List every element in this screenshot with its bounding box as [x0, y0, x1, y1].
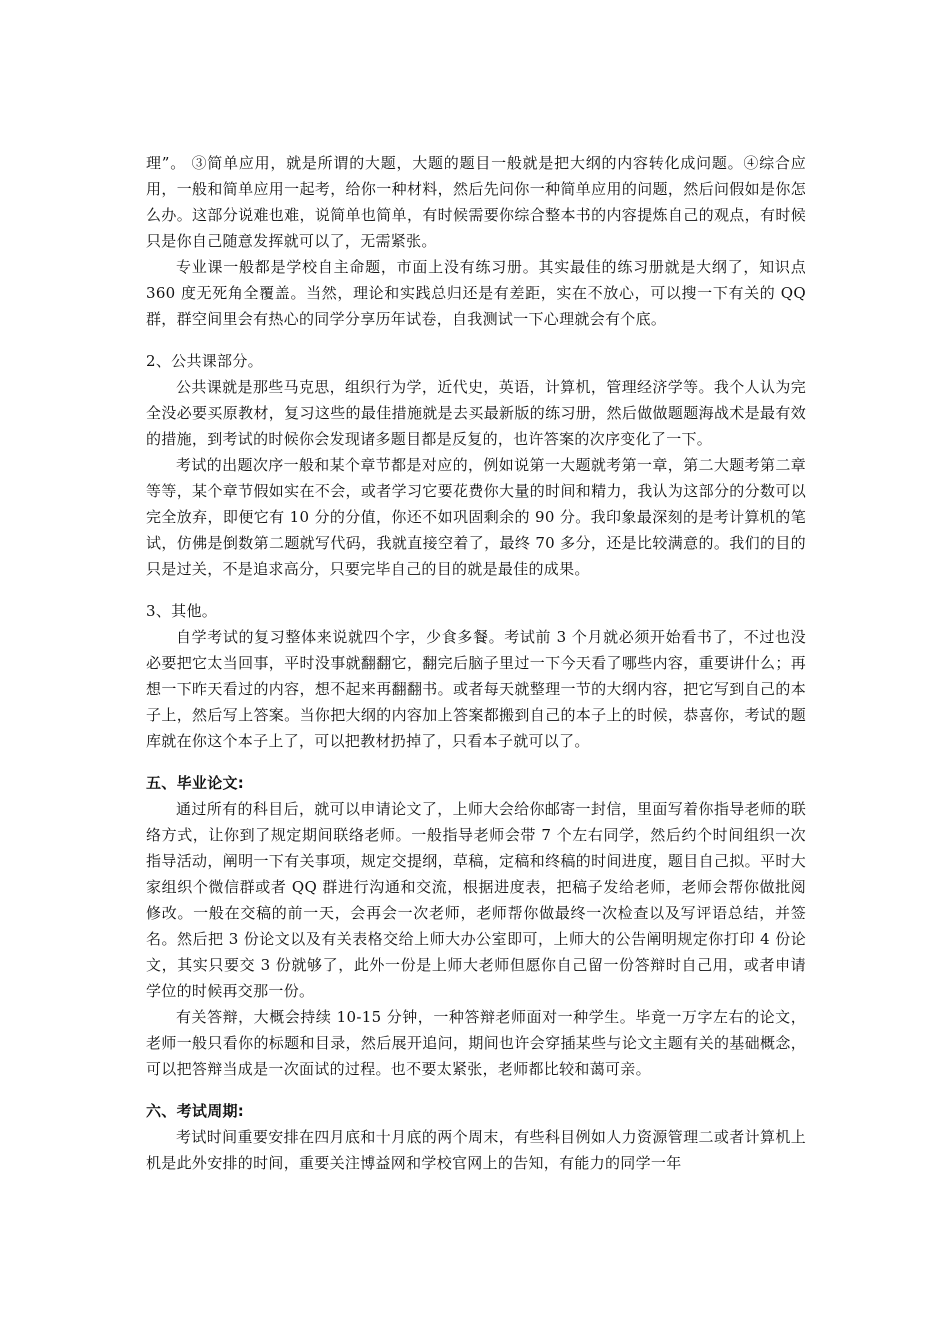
chapter-heading: 六、考试周期: — [146, 1102, 245, 1120]
spacer — [146, 1082, 806, 1098]
document-body — [146, 150, 806, 1176]
section-heading: 2、公共课部分。 — [146, 352, 263, 370]
paragraph: 自学考试的复习整体来说就四个字，少食多餐。考试前 3 个月就必须开始看书了，不过也没必要把它太当回事，平时没事就翻翻它，翻完后脑子里过一下今天看了哪些内容，重要讲什么；再想一下昨天看过的内容，想不起来再翻翻书。或者每天就整理一节的大纲内容，把它写到自己的本子上，然后写上答案。当你把大纲的内容加上答案都搬到自己的本子上的时候，恭喜你，考试的题库就在你这个本子上了，可以把教材扔掉了，只看本子就可以了。 — [146, 628, 806, 750]
paragraph: 公共课就是那些马克思，组织行为学，近代史，英语，计算机，管理经济学等。我个人认为完全没必要买原教材，复习这些的最佳措施就是去买最新版的练习册，然后做做题题海战术是最有效的措施，到考试的时候你会发现诸多题目都是反复的，也许答案的次序变化了一下。 — [146, 378, 806, 448]
spacer — [146, 582, 806, 598]
chapter-heading: 五、毕业论文: — [146, 774, 245, 792]
paragraph: 通过所有的科目后，就可以申请论文了，上师大会给你邮寄一封信，里面写着你指导老师的联络方式，让你到了规定期间联络老师。一般指导老师会带 7 个左右同学，然后约个时间组织一次指导活动，阐明一下有关事项，规定交提纲，草稿，定稿和终稿的时间进度，题目自己拟。平时大家组织个微信群或者 QQ 群进行沟通和交流，根据进度表，把稿子发给老师，老师会帮你做批阅修改。一般在交稿的前一天，会再会一次老师，老师帮你做最终一次检查以及写评语总结，并签名。然后把 3 份论文以及有关表格交给上师大办公室即可，上师大的公告阐明规定你打印 4 份论文，其实只要交 3 份就够了，此外一份是上师大老师但愿你自己留一份答辩时自己用，或者申请学位的时候再交那一份。 — [146, 800, 806, 1000]
paragraph: 有关答辩，大概会持续 10-15 分钟，一种答辩老师面对一种学生。毕竟一万字左右的论文，老师一般只看你的标题和目录，然后展开追问，期间也许会穿插某些与论文主题有关的基础概念，可以把答辩当成是一次面试的过程。也不要太紧张，老师都比较和蔼可亲。 — [146, 1008, 806, 1078]
section-heading: 3、其他。 — [146, 602, 218, 620]
paragraph: 考试的出题次序一般和某个章节都是对应的，例如说第一大题就考第一章，第二大题考第二章等等，某个章节假如实在不会，或者学习它要花费你大量的时间和精力，我认为这部分的分数可以完全放弃，即便它有 10 分的分值，你还不如巩固剩余的 90 分。我印象最深刻的是考计算机的笔试，仿佛是倒数第二题就写代码，我就直接空着了，最终 70 多分，还是比较满意的。我们的目的只是过关，不是追求高分，只要完毕自己的目的就是最佳的成果。 — [146, 456, 806, 578]
spacer — [146, 754, 806, 770]
paragraph: 考试时间重要安排在四月底和十月底的两个周末，有些科目例如人力资源管理二或者计算机上机是此外安排的时间，重要关注博益网和学校官网上的告知，有能力的同学一年 — [146, 1128, 806, 1172]
paragraph: 理”。 ③简单应用，就是所谓的大题，大题的题目一般就是把大纲的内容转化成问题。④综合应用，一般和简单应用一起考，给你一种材料，然后先问你一种简单应用的问题，然后问假如是你怎么办。这部分说难也难，说简单也简单，有时候需要你综合整本书的内容提炼自己的观点，有时候只是你自己随意发挥就可以了，无需紧张。 — [146, 154, 806, 250]
spacer — [146, 332, 806, 348]
paragraph: 专业课一般都是学校自主命题，市面上没有练习册。其实最佳的练习册就是大纲了，知识点 360 度无死角全覆盖。当然，理论和实践总归还是有差距，实在不放心，可以搜一下有关的 QQ 群，群空间里会有热心的同学分享历年试卷，自我测试一下心理就会有个底。 — [146, 258, 806, 328]
